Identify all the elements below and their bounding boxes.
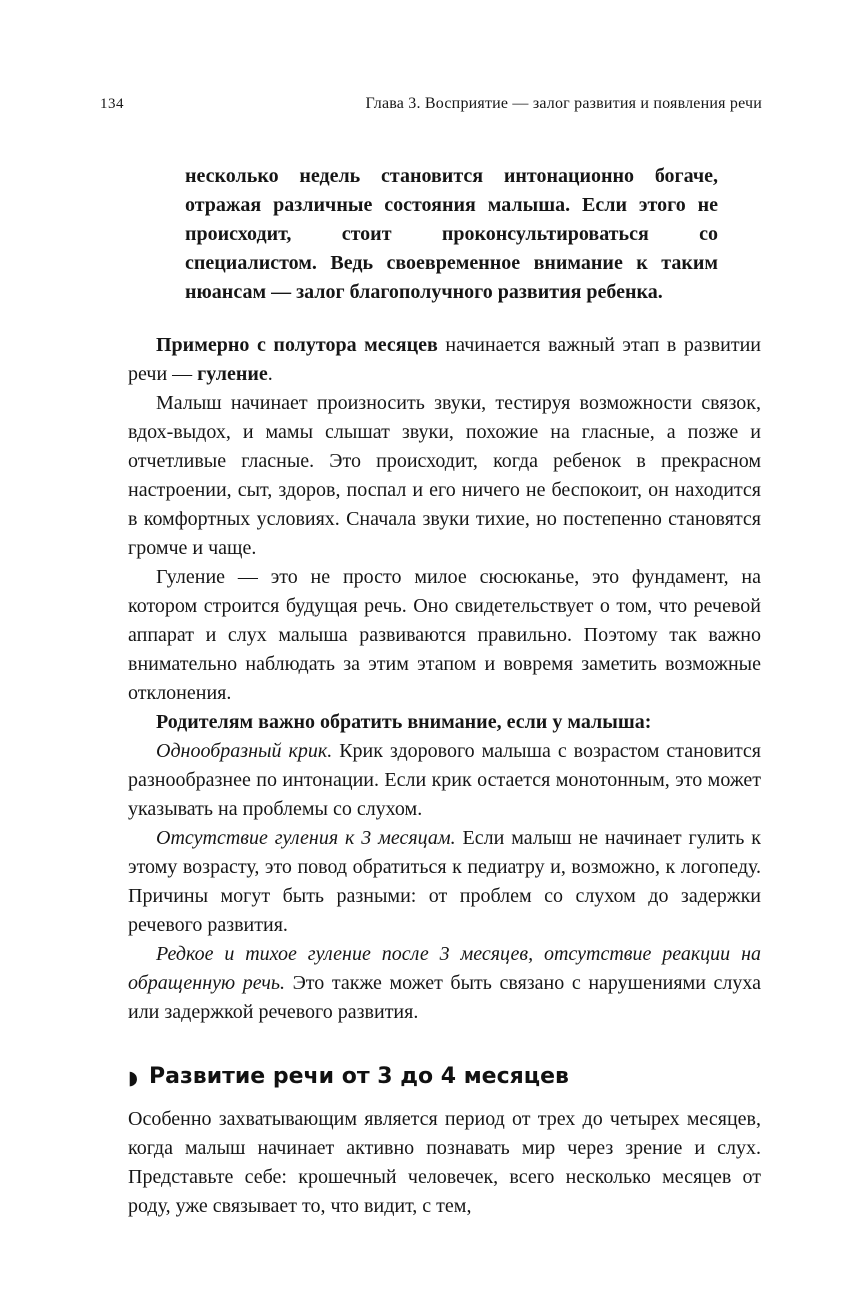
paragraph (128, 940, 761, 1027)
section-heading (128, 1063, 761, 1091)
paragraph (128, 824, 761, 940)
text-run-bold: Родителям важно обратить внимание, если у малыша: (156, 711, 652, 733)
page-body (128, 162, 761, 1221)
paragraph (128, 331, 761, 389)
running-head: Глава 3. Восприятие — залог развития и появления речи (365, 95, 762, 112)
lead-quote-block: несколько недель становится интонационно богаче, отражая различные состояния малыша. Если этого не происходит, стоит проконсультироваться со специалистом. Ведь своевременное внимание к таким нюансам — залог благополучного развития ребенка. (185, 165, 718, 303)
text-run: Если малыш не начинает гулить к этому возрасту, это повод обратиться к педиатру и, возможно, к логопеду. Причины могут быть разными: от проблем со слухом до задержки речевого развития. (128, 827, 761, 936)
text-run-italic: Однообразный крик. (156, 740, 333, 762)
text-run-bold: гуление (197, 363, 268, 385)
text-run: начинается важный этап в развитии речи — (128, 334, 761, 385)
page-number: 134 (100, 96, 124, 112)
text-run: Крик здорового малыша с возрастом становится разнообразнее по интонации. Если крик остается монотонным, это может указывать на проблемы со слухом. (128, 740, 761, 820)
text-run-italic: Редкое и тихое гуление после 3 месяцев, отсутствие реакции на обращенную речь. (128, 943, 761, 994)
text-run: Это также может быть связано с нарушениями слуха или задержкой речевого развития. (128, 972, 761, 1023)
paragraph: Малыш начинает произносить звуки, тестируя возможности связок, вдох-выдох, и мамы слышат звуки, похожие на гласные, а позже и отчетливые гласные. Это происходит, когда ребенок в прекрасном настроении, сыт, здоров, поспал и его ничего не беспокоит, он находится в комфортных условиях. Сначала звуки тихие, но постепенно становятся громче и чаще. (128, 392, 761, 559)
section-heading-text: Развитие речи от 3 до 4 месяцев (149, 1064, 569, 1089)
paragraph: Особенно захватывающим является период от трех до четырех месяцев, когда малыш начинает активно познавать мир через зрение и слух. Представьте себе: крошечный человечек, всего несколько месяцев от роду, уже связывает то, что видит, с тем, (128, 1108, 761, 1217)
paragraph (128, 708, 761, 737)
page-header (100, 95, 762, 113)
section-bullet-icon: ◗ (128, 1067, 139, 1089)
text-run-italic: Отсутствие гуления к 3 месяцам. (156, 827, 456, 849)
text-run-bold: Примерно с полутора месяцев (156, 334, 438, 356)
text-run: . (267, 363, 273, 385)
paragraph (128, 737, 761, 824)
paragraph: Гуление — это не просто милое сюсюканье, это фундамент, на котором строится будущая речь. Оно свидетельствует о том, что речевой аппарат и слух малыша развиваются правильно. Поэтому так важно внимательно наблюдать за этим этапом и вовремя заметить возможные отклонения. (128, 566, 761, 704)
